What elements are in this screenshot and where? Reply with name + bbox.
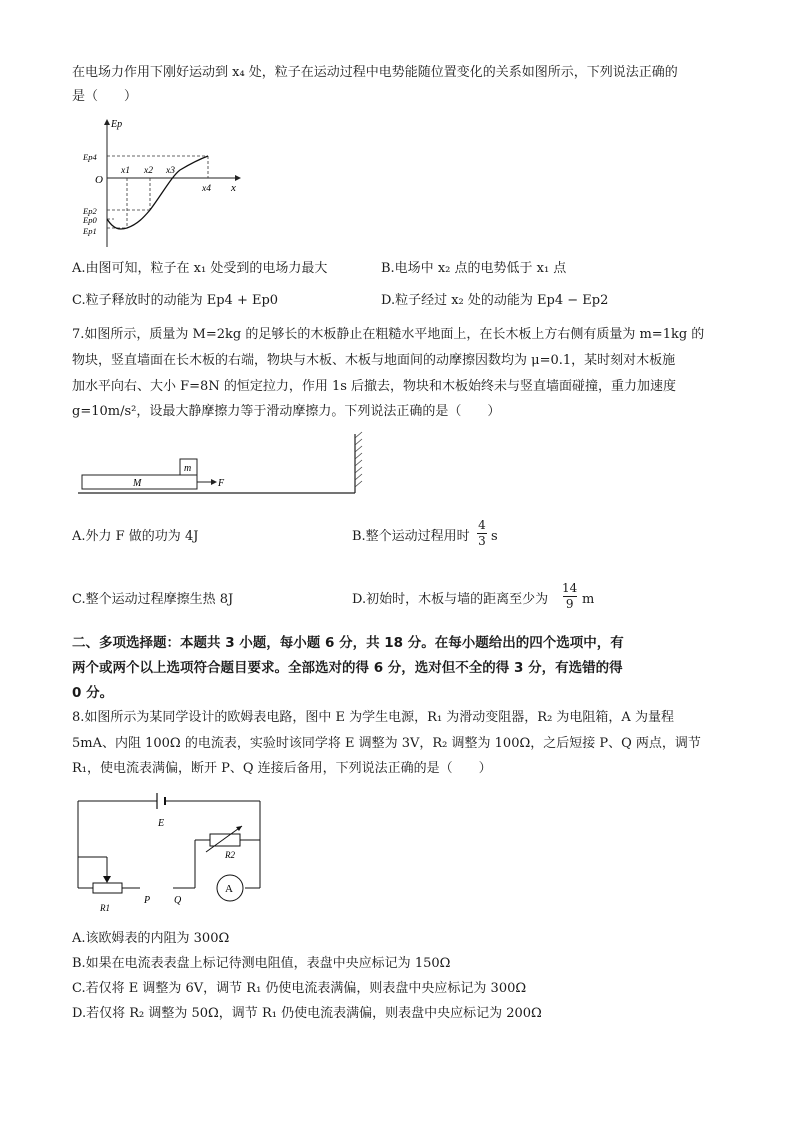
q6-energy-graph	[80, 112, 250, 252]
section2-heading-line3: 0 分。	[72, 685, 114, 701]
force-label: F	[218, 478, 225, 489]
q8-stem-line2: 5mA、内阻 100Ω 的电流表，实验时该同学将 E 调整为 3V，R₂ 调整为 100Ω，之后短接 P、Q 两点，调节	[72, 736, 701, 751]
r2-label: R2	[225, 850, 235, 860]
q6-option-b: B.电场中 x₂ 点的电势低于 x₁ 点	[381, 261, 567, 276]
board-label: M	[133, 478, 142, 489]
q8-stem-line3: R₁，使电流表满偏，断开 P、Q 连接后备用，下列说法正确的是（ ）	[72, 761, 492, 776]
fraction-numerator: 4	[478, 518, 486, 532]
label-x3: x3	[166, 166, 175, 176]
q7-option-d: D.初始时，木板与墙的距离至少为	[352, 592, 549, 607]
label-x2: x2	[144, 166, 153, 176]
q7-stem-line2: 物块，竖直墙面在长木板的右端，物块与木板、木板与地面间的动摩擦因数均为 μ=0.1，某时刻对木板施	[72, 353, 676, 368]
fraction-denominator: 3	[478, 534, 486, 548]
fraction-numerator: 14	[562, 581, 578, 595]
q7-option-d-unit: m	[582, 592, 595, 607]
q8-stem-line1: 8.如图所示为某同学设计的欧姆表电路，图中 E 为学生电源，R₁ 为滑动变阻器，R₂ 为电阻箱，A 为量程	[72, 710, 674, 725]
q7-board-figure	[70, 428, 370, 500]
q8-option-b: B.如果在电流表表盘上标记待测电阻值，表盘中央应标记为 150Ω	[72, 956, 451, 971]
q7-option-b: B.整个运动过程用时	[352, 529, 470, 544]
p-terminal-label: P	[144, 895, 151, 906]
q-terminal-label: Q	[174, 895, 182, 906]
q7-option-c: C.整个运动过程摩擦生热 8J	[72, 592, 234, 607]
section2-heading-line1: 二、多项选择题：本题共 3 小题，每小题 6 分，共 18 分。在每小题给出的四个选项中，有	[72, 635, 624, 651]
label-x4: x4	[202, 184, 211, 194]
source-label: E	[158, 818, 165, 829]
r1-slider-arrow	[103, 876, 111, 883]
q7-option-a: A.外力 F 做的功为 4J	[72, 529, 199, 544]
label-x1: x1	[121, 166, 130, 176]
label-ep1: Ep1	[83, 226, 97, 236]
q7-option-b-unit: s	[491, 529, 498, 544]
graph-ylabel: Ep	[111, 119, 123, 130]
r2-resistor-box	[210, 834, 240, 846]
q8-option-c: C.若仅将 E 调整为 6V，调节 R₁ 仍使电流表满偏，则表盘中央应标记为 300Ω	[72, 981, 527, 996]
q6-option-d: D.粒子经过 x₂ 处的动能为 Ep4 − Ep2	[381, 293, 609, 308]
block-label: m	[184, 463, 192, 474]
q6-option-a: A.由图可知，粒子在 x₁ 处受到的电场力最大	[72, 261, 328, 276]
q7-stem-line3: 加水平向右、大小 F=8N 的恒定拉力，作用 1s 后撤去，物块和木板始终未与竖直墙面碰撞，重力加速度	[72, 379, 677, 394]
q7-option-d-fraction	[562, 582, 577, 611]
r1-rheostat	[93, 883, 122, 893]
q8-option-a: A.该欧姆表的内阻为 300Ω	[72, 931, 230, 946]
section2-heading-line2: 两个或两个以上选项符合题目要求。全部选对的得 6 分，选对但不全的得 3 分，有选错的得	[72, 660, 623, 676]
q6-stem-line1: 在电场力作用下刚好运动到 x₄ 处，粒子在运动过程中电势能随位置变化的关系如图所示，下列说法正确的	[72, 65, 678, 80]
r1-label: R1	[100, 903, 110, 913]
label-ep4: Ep4	[83, 152, 97, 162]
q8-circuit-diagram	[70, 790, 270, 918]
graph-xlabel: x	[231, 182, 236, 194]
graph-origin: O	[95, 174, 103, 186]
q8-option-d: D.若仅将 R₂ 调整为 50Ω，调节 R₁ 仍使电流表满偏，则表盘中央应标记为 200Ω	[72, 1006, 542, 1021]
q6-option-c: C.粒子释放时的动能为 Ep4 + Ep0	[72, 293, 279, 308]
ammeter-label: A	[225, 883, 233, 895]
q7-stem-line1: 7.如图所示，质量为 M=2kg 的足够长的木板静止在粗糙水平地面上，在长木板上方右侧有质量为 m=1kg 的	[72, 327, 705, 342]
q7-stem-line4: g=10m/s²，设最大静摩擦力等于滑动摩擦力。下列说法正确的是（ ）	[72, 404, 501, 419]
fraction-denominator: 9	[565, 597, 574, 611]
label-ep0: Ep0	[83, 215, 97, 225]
q7-option-b-fraction	[477, 519, 487, 548]
label-ep2: Ep2	[83, 206, 97, 216]
q6-stem-line2: 是（ ）	[72, 89, 138, 104]
